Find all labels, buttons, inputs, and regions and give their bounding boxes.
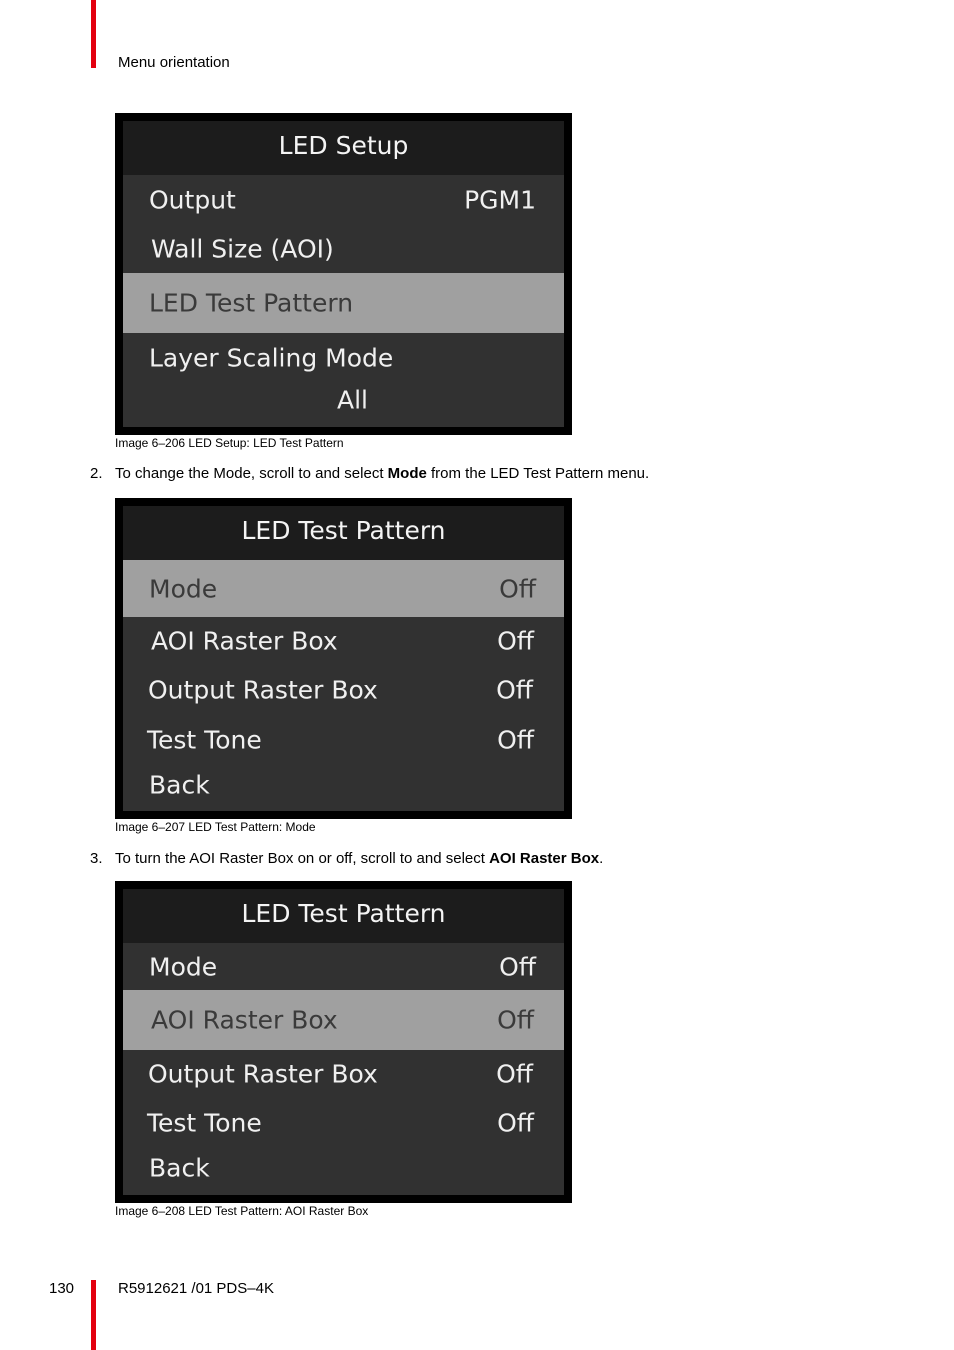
step-bold-term: AOI Raster Box — [489, 850, 600, 867]
menu-item-label: Output Raster Box — [148, 675, 378, 705]
menu-item-label: Output — [149, 185, 236, 215]
menu-item-label: All — [337, 385, 368, 415]
menu-item-label: LED Test Pattern — [149, 288, 354, 318]
menu-item-label: Test Tone — [147, 725, 262, 755]
step-text: . — [599, 850, 604, 867]
step-text: To turn the AOI Raster Box on or off, scroll to and select — [115, 850, 490, 867]
menu-item-back[interactable] — [123, 762, 564, 808]
menu-item-value: Off — [497, 1005, 534, 1035]
menu-item-label: Back — [149, 1153, 210, 1183]
menu-item-value: PGM1 — [464, 185, 536, 215]
figure-caption: Image 6–207 LED Test Pattern: Mode — [115, 820, 316, 834]
menu-item-value: Off — [496, 1059, 533, 1089]
menu-item-label: Output Raster Box — [148, 1059, 378, 1089]
step-2 — [90, 465, 649, 482]
menu-item-back[interactable] — [123, 1145, 564, 1191]
menu-item-mode[interactable] — [123, 560, 564, 617]
menu-title: LED Setup — [123, 121, 564, 175]
menu-item-test-tone[interactable] — [123, 1098, 564, 1148]
figure-caption: Image 6–206 LED Setup: LED Test Pattern — [115, 436, 344, 450]
menu-item-value: Off — [499, 952, 536, 981]
menu-item-value: Off — [496, 675, 533, 705]
menu-item-led-test-pattern[interactable] — [123, 273, 564, 333]
step-number: 3. — [90, 850, 103, 867]
menu-item-value: Off — [497, 1108, 534, 1138]
menu-item-output[interactable] — [123, 175, 564, 225]
figure-caption: Image 6–208 LED Test Pattern: AOI Raster Box — [115, 1204, 369, 1218]
menu-item-label: Mode — [149, 952, 218, 981]
menu-item-label: Wall Size (AOI) — [151, 234, 334, 264]
top-red-bar — [91, 0, 96, 68]
menu-item-label: Test Tone — [147, 1108, 262, 1138]
menu-item-all[interactable] — [123, 377, 564, 423]
menu-title: LED Test Pattern — [123, 506, 564, 560]
menu-item-label: Back — [149, 770, 210, 800]
led-setup-screenshot — [115, 113, 572, 435]
menu-item-value: Off — [499, 574, 536, 603]
menu-item-wall-size[interactable] — [123, 225, 564, 273]
menu-item-layer-scaling-mode[interactable] — [123, 333, 564, 383]
menu-item-label: Mode — [149, 574, 218, 603]
step-text: To change the Mode, scroll to and select — [115, 465, 388, 482]
menu-item-label: AOI Raster Box — [151, 1005, 338, 1035]
menu-item-value: Off — [497, 725, 534, 755]
page-number: 130 — [49, 1280, 75, 1297]
led-test-pattern-mode-screenshot — [115, 498, 572, 819]
bottom-red-bar — [91, 1280, 96, 1350]
document-reference: R5912621 /01 PDS–4K — [118, 1280, 274, 1297]
menu-item-label: AOI Raster Box — [151, 626, 338, 656]
section-title: Menu orientation — [118, 54, 230, 71]
step-3 — [90, 850, 603, 867]
menu-item-mode[interactable] — [123, 943, 564, 990]
menu-item-aoi-raster-box[interactable] — [123, 990, 564, 1050]
step-text: from the LED Test Pattern menu. — [426, 465, 650, 482]
step-number: 2. — [90, 465, 103, 482]
menu-item-output-raster-box[interactable] — [123, 1050, 564, 1098]
led-setup-screen — [123, 121, 564, 427]
menu-item-test-tone[interactable] — [123, 715, 564, 765]
led-test-pattern-screen — [123, 506, 564, 811]
led-test-pattern-screen — [123, 889, 564, 1195]
menu-item-label: Layer Scaling Mode — [149, 343, 394, 373]
menu-title: LED Test Pattern — [123, 889, 564, 943]
menu-item-value: Off — [497, 626, 534, 656]
led-test-pattern-aoi-screenshot — [115, 881, 572, 1203]
step-bold-term: Mode — [387, 465, 427, 482]
menu-item-output-raster-box[interactable] — [123, 665, 564, 715]
menu-item-aoi-raster-box[interactable] — [123, 617, 564, 665]
